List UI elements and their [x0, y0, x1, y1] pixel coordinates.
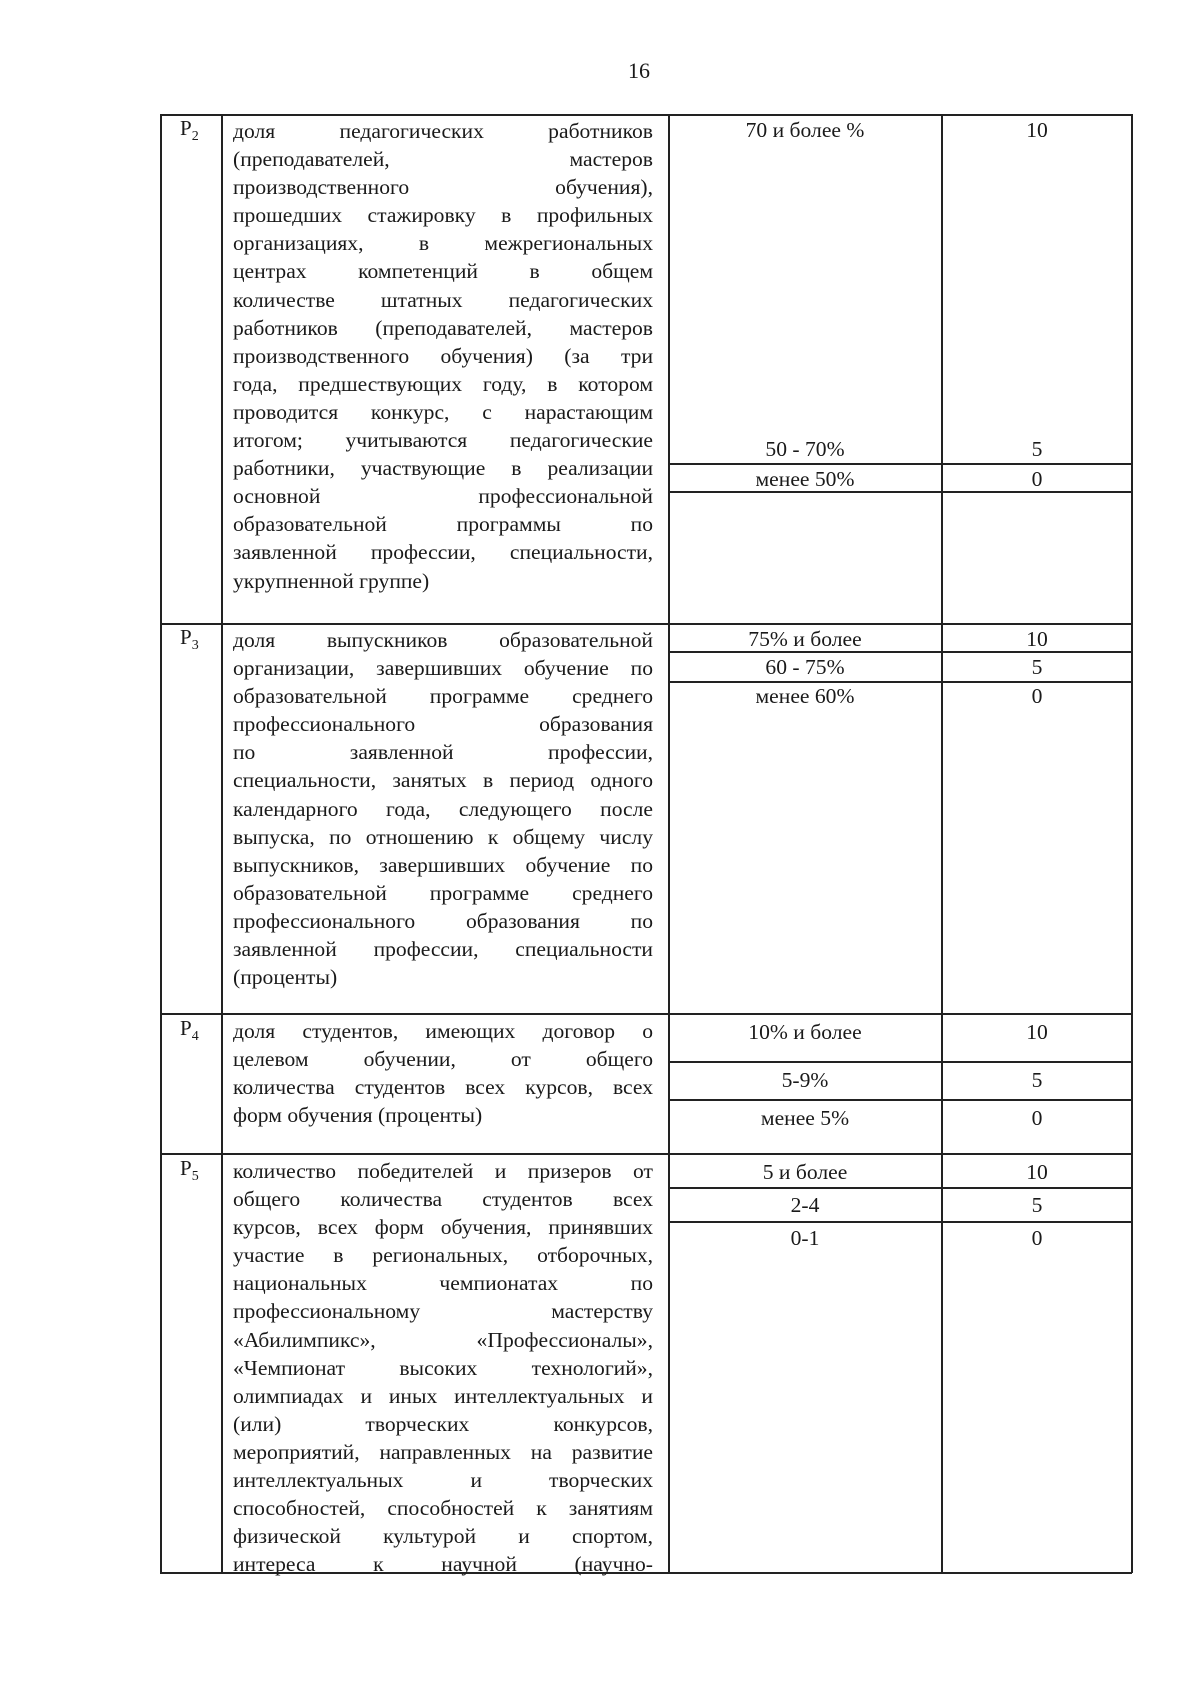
description-line: профессионального образования [233, 712, 653, 737]
criterion-separator [668, 1187, 1132, 1189]
description-line: доля педагогических работников [233, 119, 653, 143]
description-line: «Чемпионат высоких технологий», [233, 1355, 653, 1380]
description-line: специальности, занятых в период одного [233, 768, 653, 793]
description-line: количестве штатных педагогических [233, 287, 653, 312]
description-line: национальных чемпионатах по [233, 1271, 653, 1296]
criterion-value: 10% и более [748, 1020, 862, 1044]
description-line: целевом обучении, от общего [233, 1047, 653, 1072]
description-line: способностей, способностей к занятиям [233, 1496, 653, 1521]
row-id-p3: $Р_3$ [180, 625, 199, 654]
description-line: выпускников, завершивших обучение по [233, 852, 653, 877]
criterion-points: 0 [1031, 467, 1043, 491]
criterion-value: 5 и более [762, 1160, 848, 1184]
row-id-p5: $Р_5$ [180, 1156, 199, 1185]
row-id-p4: $Р_4$ [180, 1016, 199, 1045]
description-line: профессиональному мастерству [233, 1299, 653, 1324]
description-line: выпуска, по отношению к общему числу [233, 824, 653, 849]
criterion-points: 10 [1026, 627, 1048, 651]
criterion-separator [668, 463, 1132, 465]
page-number: 16 [628, 58, 650, 83]
row-separator [160, 623, 1132, 625]
criterion-points: 10 [1026, 1160, 1048, 1184]
criterion-value: менее 5% [760, 1106, 850, 1130]
description-line: укрупненной группе) [233, 568, 430, 593]
description-line: мероприятий, направленных на развитие [233, 1439, 653, 1464]
criterion-value: 75% и более [748, 627, 862, 651]
description-line: образовательной программе среднего [233, 880, 653, 905]
criterion-points: 5 [1031, 437, 1043, 461]
table-border-top [160, 114, 1132, 116]
criterion-points: 5 [1031, 1068, 1043, 1092]
description-line: по заявленной профессии, [233, 740, 653, 765]
description-line: заявленной профессии, специальности [233, 937, 653, 962]
description-line: физической культурой и спортом, [233, 1524, 653, 1549]
row-description-p4 [233, 1017, 653, 1129]
description-line: участие в региональных, отборочных, [233, 1243, 653, 1268]
criterion-points: 10 [1026, 118, 1048, 142]
description-line: центрах компетенций в общем [233, 259, 653, 284]
description-line: календарного года, следующего после [233, 796, 653, 821]
row-separator [160, 1013, 1132, 1015]
description-line: доля студентов, имеющих договор о [233, 1019, 653, 1043]
criterion-value: менее 50% [755, 467, 855, 491]
criterion-value: 60 - 75% [765, 655, 845, 679]
description-line: производственного обучения), [233, 175, 653, 200]
table-divider-points [941, 114, 943, 1573]
table-divider-criteria [668, 114, 670, 1573]
criterion-points: 0 [1031, 1226, 1043, 1250]
description-line: проводится конкурс, с нарастающим [233, 399, 653, 424]
description-line: заявленной профессии, специальности, [233, 540, 653, 565]
description-line: количество победителей и призеров от [233, 1159, 653, 1183]
description-line: года, предшествующих году, в котором [233, 371, 653, 396]
description-line: курсов, всех форм обучения, принявших [233, 1215, 653, 1240]
description-line: олимпиадах и иных интеллектуальных и [233, 1383, 653, 1408]
criterion-value: 0-1 [790, 1226, 820, 1250]
criterion-points: 0 [1031, 684, 1043, 708]
criterion-value: 50 - 70% [765, 437, 845, 461]
row-separator [160, 1153, 1132, 1155]
description-line: работники, участвующие в реализации [233, 456, 653, 481]
description-line: профессионального образования по [233, 908, 653, 933]
criteria-table [160, 114, 1132, 1577]
criterion-points: 10 [1026, 1020, 1048, 1044]
row-description-p5 [233, 1157, 653, 1578]
description-line: (или) творческих конкурсов, [233, 1411, 653, 1436]
description-line: организациях, в межрегиональных [233, 231, 653, 256]
row-id-p2: $Р_2$ [180, 116, 199, 145]
criterion-points: 0 [1031, 1106, 1043, 1130]
criterion-points: 5 [1031, 1193, 1043, 1217]
description-line: интереса к научной (научно- [233, 1552, 653, 1577]
description-line: количества студентов всех курсов, всех [233, 1075, 653, 1100]
description-line: образовательной программы по [233, 512, 653, 537]
description-line: производственного обучения) (за три [233, 343, 653, 368]
description-line: форм обучения (проценты) [233, 1103, 483, 1128]
description-line: прошедших стажировку в профильных [233, 203, 653, 228]
description-line: итогом; учитываются педагогические [233, 428, 653, 453]
row-description-p2 [233, 117, 653, 595]
criterion-separator [668, 1099, 1132, 1101]
table-divider-id [221, 114, 223, 1573]
row-description-p3 [233, 626, 653, 991]
criterion-separator [668, 1061, 1132, 1063]
description-line: интеллектуальных и творческих [233, 1468, 653, 1493]
criterion-value: 2-4 [790, 1193, 820, 1217]
description-line: основной профессиональной [233, 484, 653, 509]
table-border-left [160, 114, 162, 1573]
criterion-separator [668, 1221, 1132, 1223]
description-line: (проценты) [233, 965, 338, 990]
description-line: общего количества студентов всех [233, 1187, 653, 1212]
table-border-right [1131, 114, 1133, 1573]
criterion-value: 5-9% [781, 1068, 829, 1092]
description-line: доля выпускников образовательной [233, 628, 653, 652]
description-line: организации, завершивших обучение по [233, 656, 653, 681]
criterion-value: 70 и более % [745, 118, 865, 142]
description-line: «Абилимпикс», «Профессионалы», [233, 1327, 653, 1352]
criterion-points: 5 [1031, 655, 1043, 679]
criterion-value: менее 60% [755, 684, 855, 708]
description-line: работников (преподавателей, мастеров [233, 315, 653, 340]
description-line: образовательной программе среднего [233, 684, 653, 709]
description-line: (преподавателей, мастеров [233, 147, 653, 172]
